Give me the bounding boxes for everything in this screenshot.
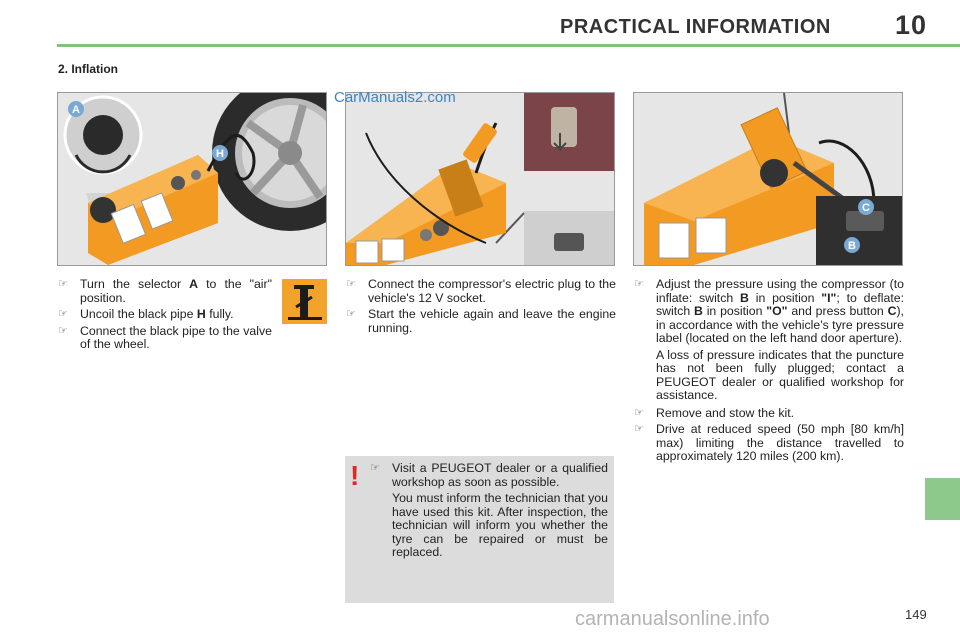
pointing-hand-icon: ☞ (58, 324, 68, 337)
compressor-wheel-illustration (58, 93, 326, 265)
page-number: 149 (905, 607, 927, 622)
list-item: ☞ Uncoil the black pipe H fully. (58, 307, 234, 321)
instructions-column-3 (634, 278, 904, 467)
callout-b-label: B (848, 240, 856, 252)
compressor-pressure-illustration (634, 93, 902, 265)
list-item: ☞ Visit a PEUGEOT dealer or a qualified workshop as soon as possible. (370, 461, 608, 489)
pressure-loss-note: A loss of pressure indicates that the puncture has not been fully plugged; contact a PEUGEOT dealer or qualified workshop for assistance. (656, 347, 904, 402)
list-item: ☞ Start the vehicle again and leave the engine running. (346, 307, 616, 335)
figure-compressor-socket (345, 92, 615, 266)
list-item: ☞ Drive at reduced speed (50 mph [80 km/h] max) limiting the distance travelled to approximately 120 miles (200 km). (634, 422, 904, 463)
list-item: ☞ Turn the selector A to the "air" position. (58, 277, 272, 305)
warning-note: You must inform the technician that you have used this kit. After inspection, the technician will inform you whether the tyre can be repaired or must be replaced. (392, 491, 608, 559)
pointing-hand-icon: ☞ (346, 278, 356, 290)
callout-a-label: A (72, 104, 80, 116)
page-header-title: PRACTICAL INFORMATION (560, 16, 831, 38)
pointing-hand-icon: ☞ (346, 308, 356, 320)
compressor-socket-illustration (346, 93, 614, 265)
list-item: ☞ Connect the compressor's electric plug to the vehicle's 12 V socket. (346, 277, 616, 305)
pointing-hand-icon: ☞ (634, 406, 644, 419)
list-item: ☞ Connect the black pipe to the valve of the wheel. (58, 323, 272, 351)
pointing-hand-icon: ☞ (634, 278, 644, 290)
watermark-top: CarManuals2.com (334, 89, 456, 106)
chapter-tab (925, 478, 960, 520)
figure-compressor-pressure (633, 92, 903, 266)
callout-h-label: H (216, 148, 224, 160)
list-item: ☞ Remove and stow the kit. (634, 405, 795, 420)
warning-text (370, 462, 608, 564)
header-rule (57, 44, 960, 47)
pointing-hand-icon: ☞ (58, 308, 68, 320)
warning-exclamation-icon: ! (350, 460, 360, 491)
instructions-column-2 (346, 278, 616, 338)
pointing-hand-icon: ☞ (58, 278, 68, 290)
chapter-number: 10 (895, 10, 928, 40)
list-item: ☞ Adjust the pressure using the compressor (to inflate: switch B in position "I"; to deflate: switch B in position "O" and press button C), in accordance with the vehicle's tyre pressure label (located on the left hand door aperture). (634, 277, 904, 345)
callout-c-label: C (862, 202, 870, 214)
instructions-column-1 (58, 278, 272, 355)
section-title: 2. Inflation (58, 62, 118, 76)
pointing-hand-icon: ☞ (370, 462, 380, 474)
watermark-footer: carmanualsonline.info (575, 608, 770, 630)
jack-icon (282, 279, 327, 324)
pointing-hand-icon: ☞ (634, 423, 644, 435)
figure-compressor-wheel (57, 92, 327, 266)
